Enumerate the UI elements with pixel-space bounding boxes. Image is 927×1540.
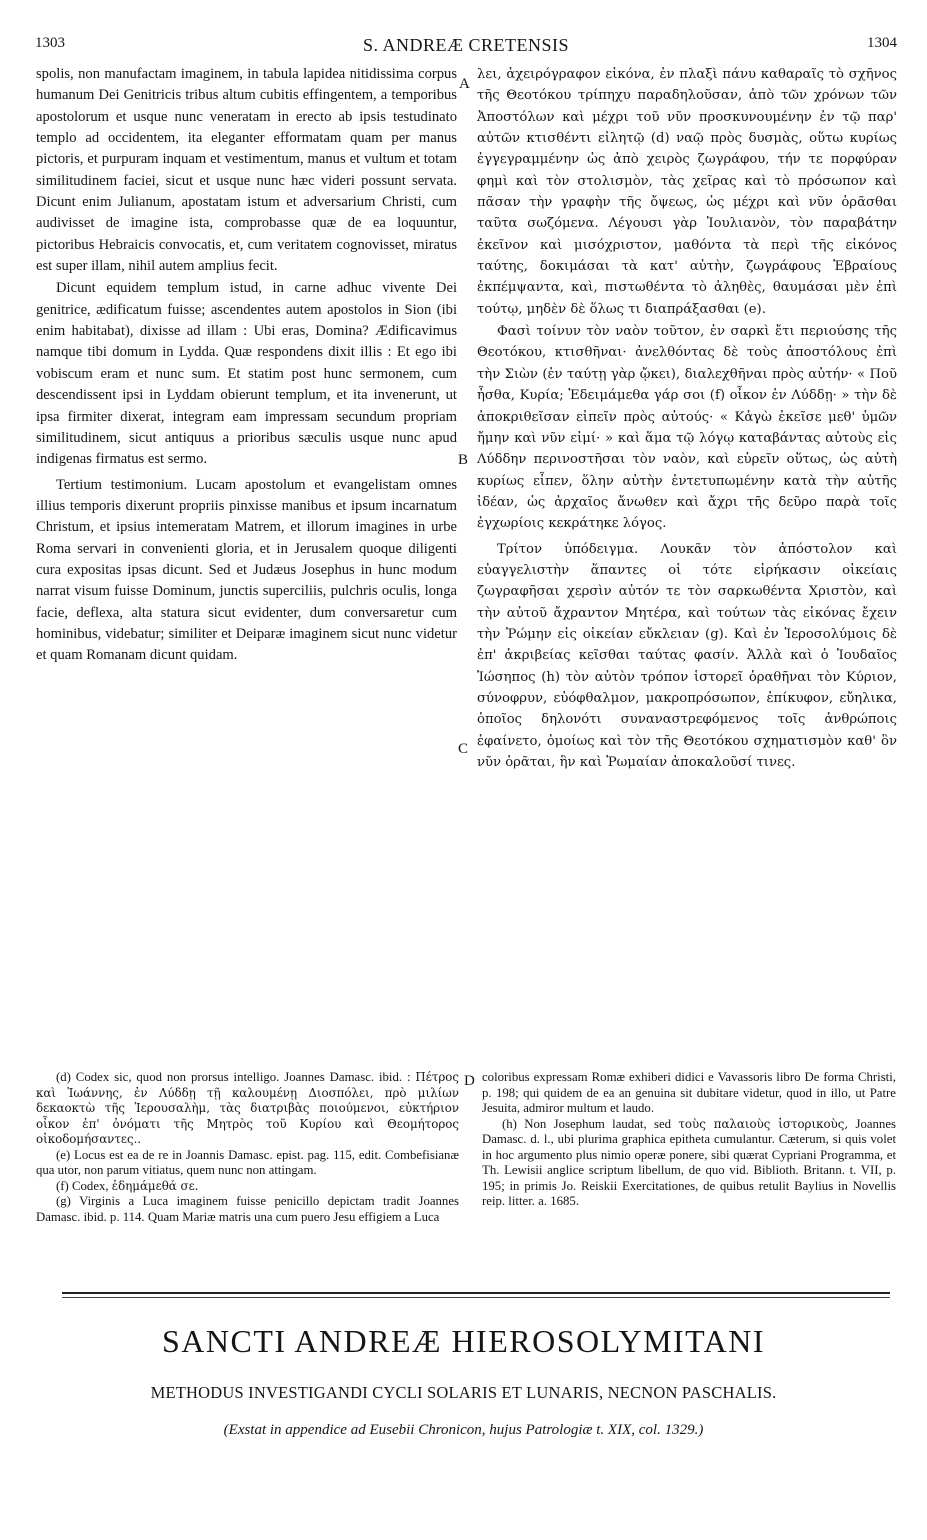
section-marker-d: D [464, 1073, 475, 1089]
footnotes-left [36, 1070, 459, 1225]
footnote-h-latin-a: (h) Non Josephum laudat, sed [502, 1116, 672, 1131]
section-source-note: (Exstat in appendice ad Eusebii Chronicon, hujus Patrologiæ t. XIX, col. 1329.) [223, 1422, 704, 1438]
section-marker-c: C [458, 741, 469, 757]
latin-paragraph-3: Tertium testimonium. Lucam apostolum et evangelistam omnes illius temporis dixerunt propriis pinxisse manibus et ipsum incarnatum Christum, et ipsius intemeratam Matrem, et illorum imagines in urbe Roma servari in convenienti gloria, et in Jerusalem quoque diligenti cura expositas ipsas dicunt. Sed et Judæus Josephus in hunc modum narrat visum fuisse Dominum, junctis superciliis, pulchris oculis, longa facie, deflexa, alta statura sicut evidenter, dum conversaretur cum hominibus, videbatur; similiter et Deiparæ imaginem sicut nunc videtur et quam Romanam dicunt quidam. [36, 476, 457, 664]
footnote-f [36, 1179, 459, 1195]
page-number-right: 1304 [867, 35, 897, 51]
greek-paragraph-3: Τρίτον ὑπόδειγμα. Λουκᾶν τὸν ἀπόστολον καὶ εὐαγγελιστὴν ἅπαντες οἱ τότε εἰρήκασιν οἰκείαις ζωγραφῆσαι χερσὶν αὐτόν τε τὸν σαρκωθέντα Χριστὸν, καὶ τὴν αὐτοῦ ἄχραντον Μητέρα, καὶ τούτων τὰς εἰκόνας ἔχειν τὴν Ῥώμην εἰς οἰκείαν εὔκλειαν (g). Καὶ ἐν Ἱεροσολύμοις δὲ ἐπ' ἀκριβείας κεῖσθαι ταύτας φασίν. Ἀλλὰ καὶ ὁ Ἰουδαῖος Ἰώσηπος (h) τὸν αὐτὸν τρόπον ἱστορεῖ ὁραθῆναι τὸν Κύριον, σύνοφρυν, εὐόφθαλμον, μακροπρόσωπον, ἐπίκυφον, εὔηλικα, ὁποῖος δηλονότι συναναστρεφόμενος τοῖς ἀνθρώποις ἐφαίνετο, ὁμοίως καὶ τὸν τῆς Θεοτόκου σχηματισμὸν καθ' ὃν νῦν ὁρᾶται, ἣν καὶ Ῥωμαίαν ἀποκαλοῦσί τινες. [477, 541, 897, 770]
page-number-left: 1303 [35, 35, 65, 51]
footnotes-right [482, 1070, 896, 1210]
running-header [35, 35, 897, 57]
section-marker-a: A [459, 76, 470, 92]
greek-column [477, 64, 897, 774]
footnote-d [36, 1070, 459, 1148]
footnote-h-greek: τοὺς παλαιοὺς ἱστορικοὺς, [678, 1116, 849, 1131]
footnote-d-greek: Πέτρος καὶ Ἰωάννης, ἐν Λύδδῃ τῇ καλουμένῃ Διοσπόλει, πρὸ μιλίων δεκαοκτὼ τῆς Ἱερουσαλὴμ, τὰς διατριβὰς ποιούμενοι, εὐκτήριον οἶκον ἐπ' ὀνόματι τῆς Μητρὸς τοῦ Κυρίου καὶ Θεομήτορος οἰκοδομήσαντες.. [36, 1070, 459, 1146]
greek-paragraph-2: Φασὶ τοίνυν τὸν ναὸν τοῦτον, ἐν σαρκὶ ἔτι περιούσης τῆς Θεοτόκου, κτισθῆναι· ἀνελθόντας δὲ τοὺς ἀποστόλους ἐπὶ τὴν Σιὼν (ἐν ταύτῃ γὰρ ᾤκει), διαλεχθῆναι πρὸς αὐτήν· « Ποῦ ἦσθα, Κυρία; Ἐδειμάμεθα γάρ σοι (f) οἶκον ἐν Λύδδῃ· » τὴν δὲ ἀποκριθεῖσαν εἰπεῖν πρὸς αὐτούς· « Κἀγὼ ἐκεῖσε μεθ' ὑμῶν ἤμην καὶ νῦν εἰμί· » καὶ ἅμα τῷ λόγῳ καταβάντας αὐτοὺς εἰς Λύδδην περινοστῆσαι τὸν ναὸν, καὶ εὑρεῖν οὕτως, ὡς αὐτὴ κυρίως εἶπεν, ὅλην αὐτὴν ἐντετυπωμένην κατὰ τὴν αὐτῆς ἰδέαν, ὡς ἀρχαῖος ἄνωθεν καὶ ἄχρι τῆς δεῦρο παρὰ τοῖς ἐγχωρίοις κεκράτηκε λόγος. [477, 324, 897, 532]
footnote-e: (e) Locus est ea de re in Joannis Damasc. epist. pag. 115, edit. Combefisianæ qua utor, non parum vitiatus, quem nunc non attingam. [36, 1147, 459, 1177]
footnote-d-latin: (d) Codex sic, quod non prorsus intelligo. Joannes Damasc. ibid. : [56, 1070, 411, 1084]
latin-paragraph-2: Dicunt equidem templum istud, in carne adhuc vivente Dei genitrice, ædificatum fuisse; ascendentes autem apostolos in Sion (ibi enim habitabat), dixisse ad illam : Ubi eras, Domina? Ædificavimus namque tibi domum in Lydda. Quæ respondens dixit illis : Et ego ibi vobiscum eram et nunc sum. Et statim post hunc sermonem, cum descendissent ipsi in Lyddam obierunt templum, et ita invenerunt, ut ipsa firmiter dixerat, integram eam impressam secundum propriam similitudinem, sicut antiquus a prioribus sæculis usque nunc apud indigenas firmatus est sermo. [36, 280, 457, 468]
section-marker-b: B [458, 452, 469, 468]
section-subtitle: METHODUS INVESTIGANDI CYCLI SOLARIS ET LUNARIS, NECNON PASCHALIS. [150, 1383, 777, 1402]
footnote-h [482, 1117, 896, 1210]
footnote-g-continued: coloribus expressam Romæ exhiberi didici e Vavassoris libro De forma Christi, p. 198; qui quidem de ea an genuina sit dubitare videtur, quod in illo, ut Patre Jesuita, admiror multum et laudo. [482, 1070, 896, 1115]
footnote-h-latin-b: Joannes Damasc. d. l., ubi plurima graphica epitheta cumulantur. Cæterum, si quis volet in hoc argumento plus nimio operæ ponere, sibi quærat Cypriani Programma, et Th. Lewisii anglice scriptum libellum, de quo vid. Biblioth. Britann. t. VII, p. 195; in primis Jo. Reiskii Exercitationes, de quibus retulit Baylius in Novellis reip. litter. a. 1685. [482, 1116, 896, 1208]
footnote-f-greek: ἐδημάμεθά σε. [111, 1178, 199, 1193]
latin-paragraph-1: spolis, non manufactam imaginem, in tabula lapidea nitidissima corpus humanum Dei Genitricis tribus altum cubitis effingentem, a temporibus apostolorum et usque nunc veneratam in erecto ab ipsis testudinato templo ad occidentem, ita eleganter efformatam quam per manus pictoris, et purpuram inquam et vestimentum, manus et vultum et totam similitudinem faciei, sicut et usque nunc hæc videri possunt servata. Dicunt enim Julianum, apostatam istum et adversarium Christi, cum audivisset de imagine ista, comprobasse quæ de ea loquuntur, pictoribus Hebraicis convocatis, et, cum veritatem cognovisset, miratus est super illam, nihil autem amplius fecit. [36, 66, 457, 275]
latin-column [36, 64, 457, 668]
footnote-g: (g) Virginis a Luca imaginem fuisse penicillo depictam tradit Joannes Damasc. ibid. p. 114. Quam Mariæ matris una cum puero Jesu effigiem a Luca [36, 1194, 459, 1224]
section-title: SANCTI ANDREÆ HIEROSOLYMITANI [161, 1323, 766, 1359]
footnote-f-latin: (f) Codex, [56, 1178, 109, 1193]
section-rule-thick [62, 1292, 890, 1294]
greek-paragraph-1: λει, ἀχειρόγραφον εἰκόνα, ἐν πλαξὶ πάνυ καθαραῖς τὸ σχῆνος τῆς Θεοτόκου τρίπηχυ παραδηλοῦσαν, ἀπὸ τῶν χρόνων τῶν Ἀποστόλων καὶ μέχρι τοῦ νῦν προσκυνουμένην ἐν τῷ παρ' αὐτῶν κτισθέντι εἰλητῷ (d) ναῷ πρὸς δυσμὰς, οὕτω κυρίως ἐγγεγραμμένην ὡς ἀπὸ χειρὸς ζωγράφου, τήν τε πορφύραν φημὶ καὶ τὸν στολισμὸν, τὰς χεῖρας καὶ τὸ πρόσωπον καὶ πᾶσαν τὴν γραφὴν τῆς ὄψεως, ὡς μέχρι καὶ νῦν ὁρᾶσθαι ταῦτα σωζόμενα. Λέγουσι γὰρ Ἰουλιανὸν, τὸν παραβάτην ἐκεῖνον καὶ μισόχριστον, μαθόντα τὰ περὶ τῆς εἰκόνος ταύτης, δοκιμάσαι τὰ κατ' αὐτὴν, ζωγράφους Ἑβραίους ἐκπέμψαντα, καὶ, πιστωθέντα τὸ ἀληθὲς, θαυμάσαι μὲν ἐπὶ τούτῳ, μηδὲν δὲ ὅλως τι διαπράξασθαι (e). [477, 67, 897, 317]
section-rule-thin [62, 1297, 890, 1298]
running-title: S. ANDREÆ CRETENSIS [362, 35, 570, 55]
